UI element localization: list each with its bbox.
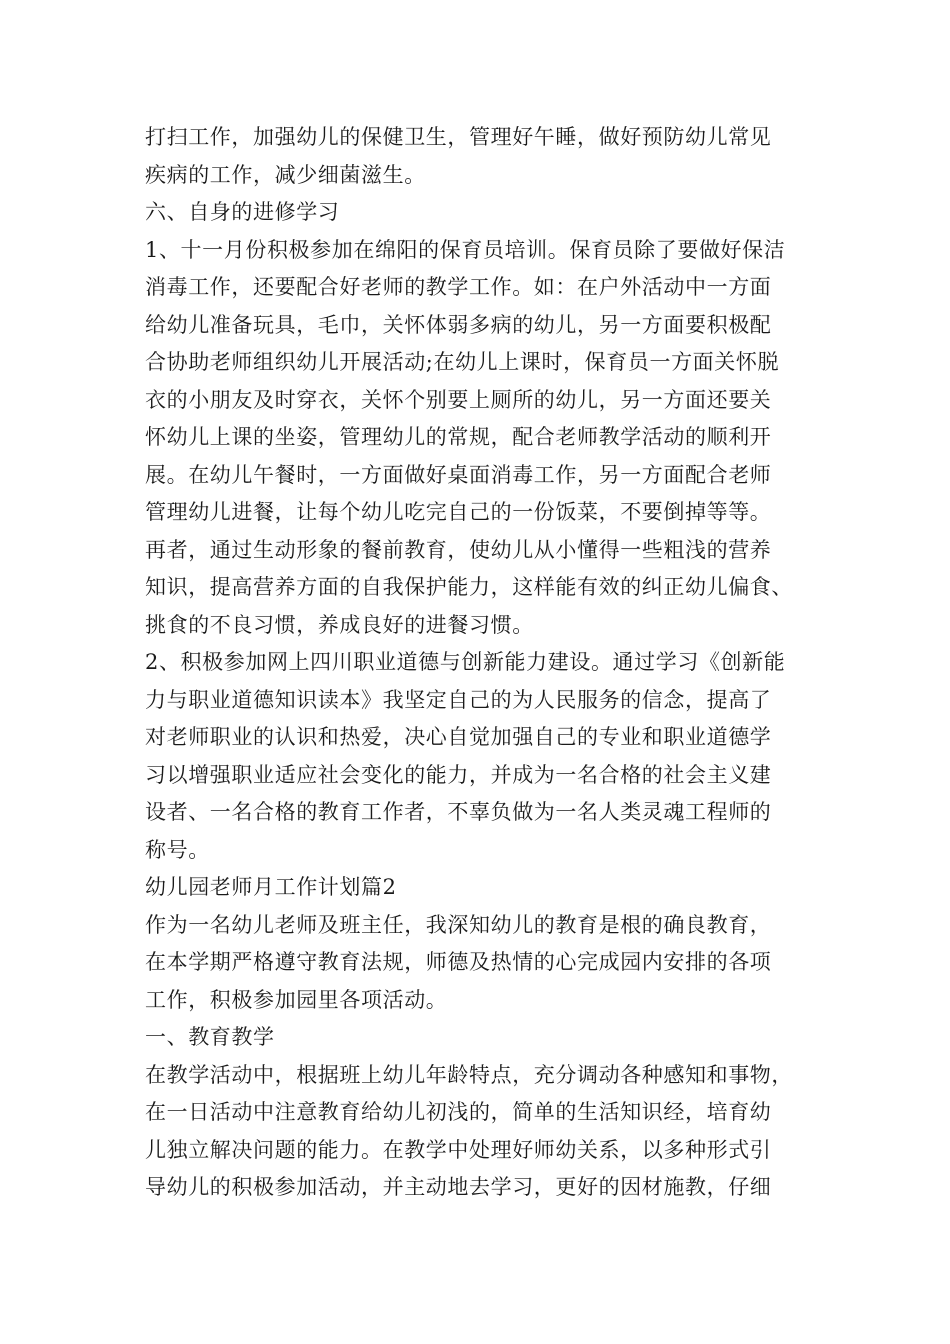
text-line: 疾病的工作，减少细菌滋生。	[145, 162, 426, 187]
text-line: 2、积极参加网上四川职业道德与创新能力建设。通过学习《创新能	[145, 650, 786, 674]
text-line: 再者，通过生动形象的餐前教育，使幼儿从小懂得一些粗浅的营养	[145, 537, 772, 562]
text-line: 设者、一名合格的教育工作者，不辜负做为一名人类灵魂工程师的	[145, 800, 772, 824]
text-line: 称号。	[145, 837, 210, 862]
text-line: 知识，提高营养方面的自我保护能力，这样能有效的纠正幼儿偏食、	[145, 575, 793, 599]
text-line: 怀幼儿上课的坐姿，管理幼儿的常规，配合老师教学活动的顺利开	[145, 425, 772, 449]
text-line: 在本学期严格遵守教育法规，师德及热情的心完成园内安排的各项	[145, 950, 772, 974]
text-line: 消毒工作，还要配合好老师的教学工作。如：在户外活动中一方面	[145, 275, 772, 299]
section-heading: 六、自身的进修学习	[145, 200, 340, 224]
text-line: 作为一名幼儿老师及班主任，我深知幼儿的教育是根的确良教育，	[145, 912, 772, 937]
text-line: 儿独立解决问题的能力。在教学中处理好师幼关系，以多种形式引	[145, 1137, 772, 1162]
text-line: 力与职业道德知识读本》我坚定自己的为人民服务的信念，提高了	[145, 687, 772, 712]
text-line: 在教学活动中，根据班上幼儿年龄特点，充分调动各种感知和事物，	[145, 1062, 793, 1087]
text-line: 管理幼儿进餐，让每个幼儿吃完自己的一份饭菜，不要倒掉等等。	[145, 500, 772, 524]
text-line: 合协助老师组织幼儿开展活动;在幼儿上课时，保育员一方面关怀脱	[145, 350, 780, 374]
article-title: 幼儿园老师月工作计划篇2	[145, 875, 397, 899]
text-line: 给幼儿准备玩具，毛巾，关怀体弱多病的幼儿，另一方面要积极配	[145, 312, 772, 337]
text-line: 打扫工作，加强幼儿的保健卫生，管理好午睡，做好预防幼儿常见	[145, 125, 772, 149]
text-line: 工作，积极参加园里各项活动。	[145, 987, 448, 1012]
text-line: 对老师职业的认识和热爱，决心自觉加强自己的专业和职业道德学	[145, 725, 772, 749]
text-line: 习以增强职业适应社会变化的能力，并成为一名合格的社会主义建	[145, 762, 772, 787]
document-body	[145, 119, 835, 1207]
text-line: 衣的小朋友及时穿衣，关怀个别要上厕所的幼儿，另一方面还要关	[145, 387, 772, 412]
text-line: 在一日活动中注意教育给幼儿初浅的，简单的生活知识经，培育幼	[145, 1100, 772, 1124]
text-line: 展。在幼儿午餐时，一方面做好桌面消毒工作，另一方面配合老师	[145, 462, 772, 487]
text-line: 导幼儿的积极参加活动，并主动地去学习，更好的因材施教，仔细	[145, 1175, 772, 1199]
section-heading: 一、教育教学	[145, 1025, 275, 1049]
text-line: 挑食的不良习惯，养成良好的进餐习惯。	[145, 612, 534, 637]
text-line: 1、十一月份积极参加在绵阳的保育员培训。保育员除了要做好保洁	[145, 237, 786, 262]
